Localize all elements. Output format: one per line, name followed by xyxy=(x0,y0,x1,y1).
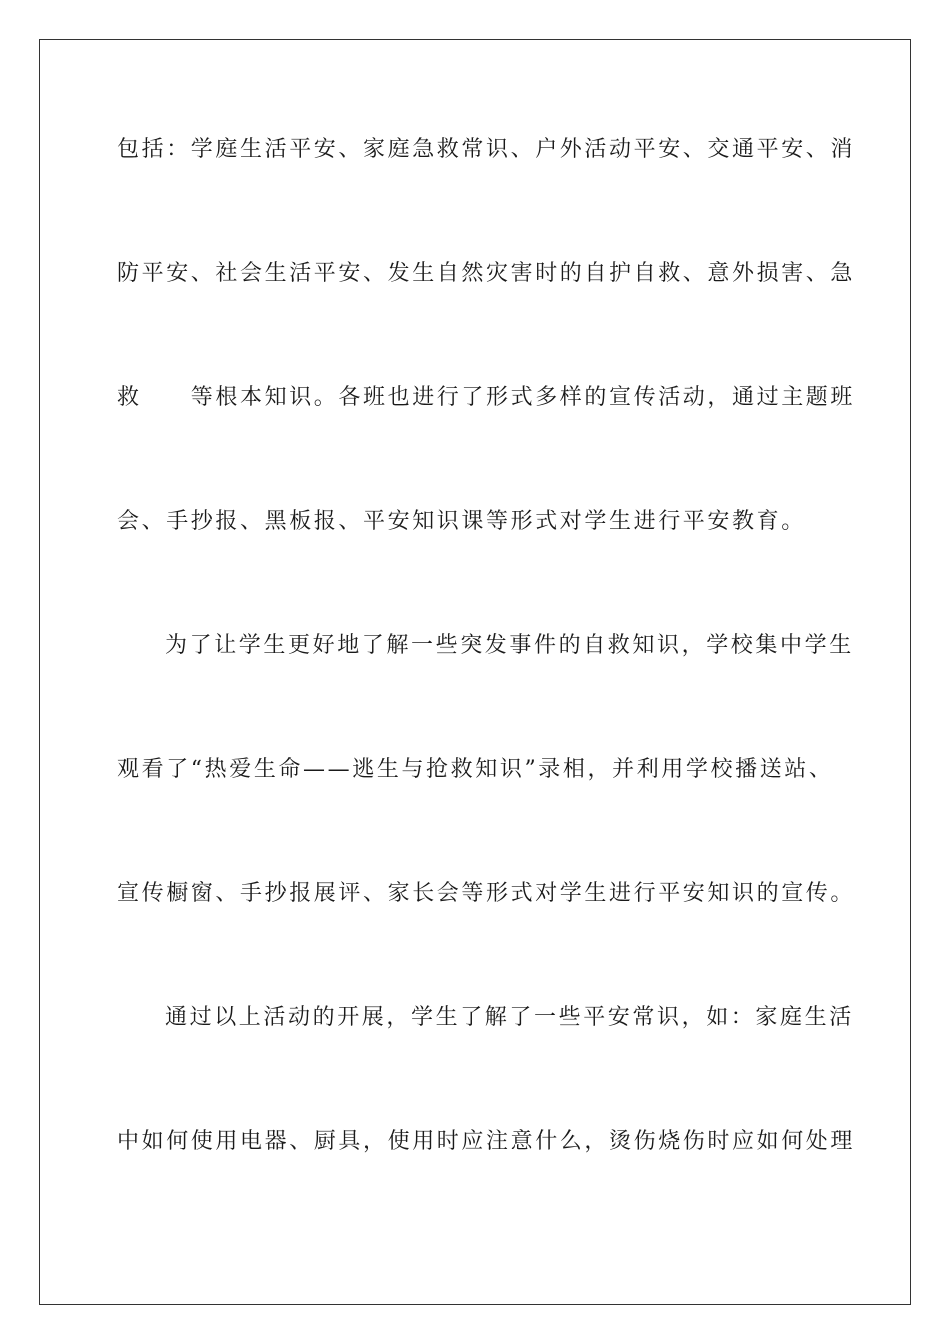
text-line-7: 宣传橱窗、手抄报展评、家长会等形式对学生进行平安知识的宣传。 xyxy=(117,881,856,906)
page-frame xyxy=(39,39,911,1305)
text-line-1: 包括：学庭生活平安、家庭急救常识、户外活动平安、交通平安、消 xyxy=(117,137,856,162)
text-line-3: 救 等根本知识。各班也进行了形式多样的宣传活动，通过主题班 xyxy=(117,385,856,410)
text-line-2: 防平安、社会生活平安、发生自然灾害时的自护自救、意外损害、急 xyxy=(117,261,856,286)
text-line-6: 观看了“热爱生命——逃生与抢救知识”录相，并利用学校播送站、 xyxy=(117,757,834,782)
text-line-4: 会、手抄报、黑板报、平安知识课等形式对学生进行平安教育。 xyxy=(117,509,806,534)
text-line-8: 通过以上活动的开展，学生了解了一些平安常识，如：家庭生活 xyxy=(165,1005,854,1030)
text-line-9: 中如何使用电器、厨具，使用时应注意什么，烫伤烧伤时应如何处理 xyxy=(117,1129,856,1154)
text-line-5: 为了让学生更好地了解一些突发事件的自救知识，学校集中学生 xyxy=(165,633,854,658)
